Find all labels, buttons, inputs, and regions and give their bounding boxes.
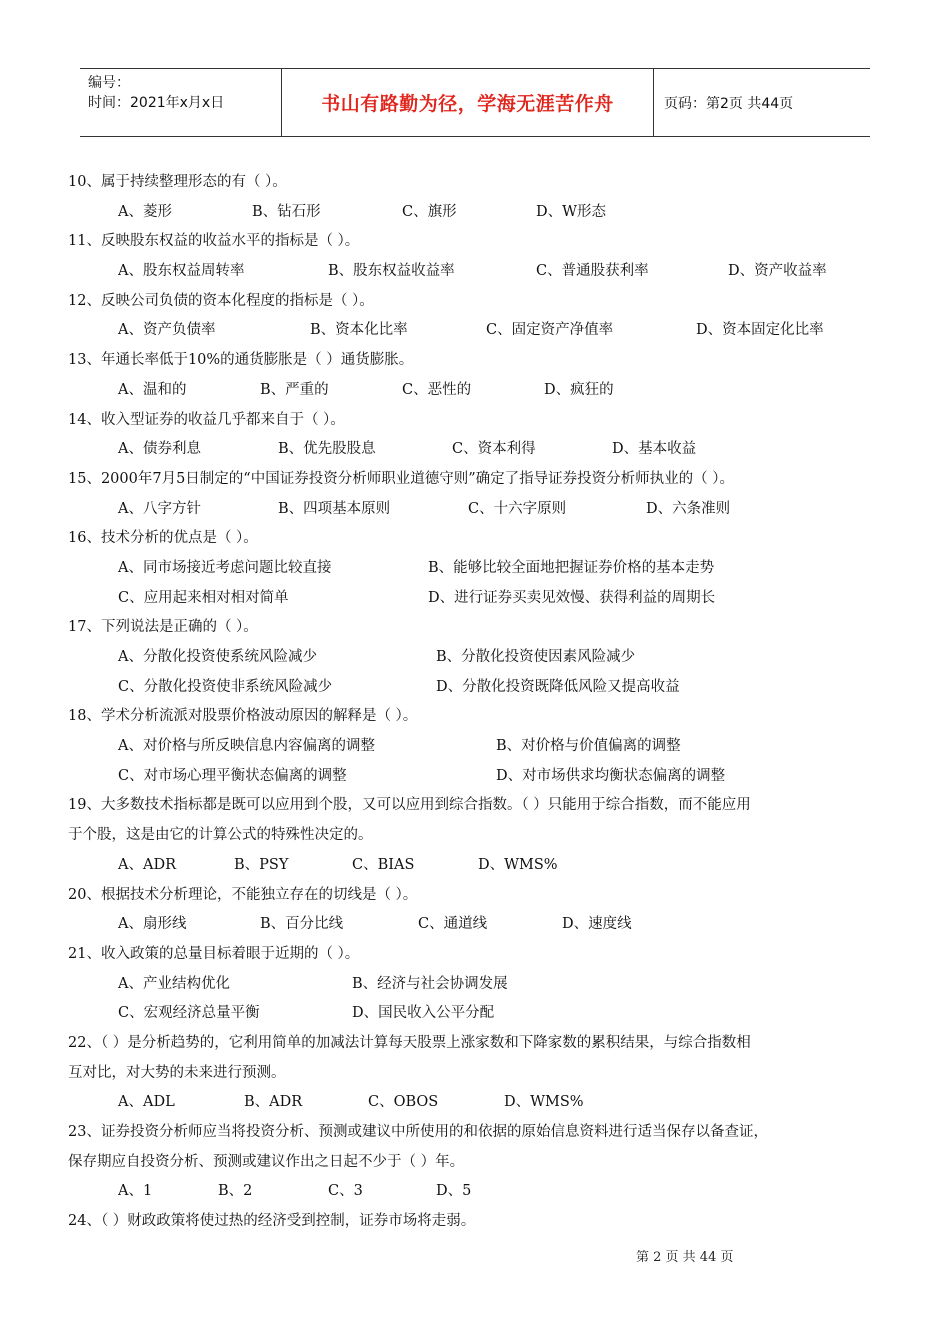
option-item: B、四项基本原则 [278,500,391,517]
question-text: 22、（ ）是分析趋势的，它利用简单的加减法计算每天股票上涨家数和下降家数的累积结果，与综合指数相 [68,1034,751,1051]
motto: 书山有路勤为径，学海无涯苦作舟 [282,69,654,136]
option-item: D、速度线 [562,916,632,933]
question-text: 12、反映公司负债的资本化程度的指标是（ ）。 [68,292,374,309]
option-row [68,198,883,228]
question-list [68,168,883,1237]
option-item: D、资产收益率 [728,263,827,280]
option-row [68,257,883,287]
option-row [68,970,883,1000]
option-item: C、十六字原则 [468,500,567,517]
option-row [68,643,883,673]
option-row [68,495,883,525]
option-item: C、固定资产净值率 [486,322,614,339]
option-row [68,1088,883,1118]
option-item: B、经济与社会协调发展 [352,975,508,992]
page-code: 页码：第2页 共44页 [664,95,794,112]
option-item: C、资本利得 [452,441,536,458]
option-item: D、资本固定化比率 [696,322,824,339]
number-label: 编号： [88,75,130,91]
option-item: C、恶性的 [402,381,472,398]
question-text: 23、证券投资分析师应当将投资分析、预测或建议中所使用的和依据的原始信息资料进行适当保存以备查证， [68,1124,768,1140]
option-item: A、ADL [118,1094,175,1111]
option-item: D、国民收入公平分配 [352,1005,495,1022]
question-text: 于个股，这是由它的计算公式的特殊性决定的。 [68,827,373,844]
option-item: B、资本化比率 [310,322,408,339]
question-text: 21、收入政策的总量目标着眼于近期的（ ）。 [68,945,360,962]
header-meta [80,69,282,136]
option-item: D、分散化投资既降低风险又提高收益 [436,678,680,695]
option-row [68,999,883,1029]
option-item: C、通道线 [418,916,488,933]
option-item: C、对市场心理平衡状态偏离的调整 [118,767,347,784]
option-item: C、OBOS [368,1094,439,1111]
question-text: 17、下列说法是正确的（ ）。 [68,619,258,636]
option-row [68,554,883,584]
option-item: A、同市场接近考虑问题比较直接 [118,559,332,576]
option-item: A、扇形线 [118,916,187,933]
option-row [68,376,883,406]
question-text: 13、年通长率低于10%的通货膨胀是（ ）通货膨胀。 [68,352,414,369]
option-item: D、5 [436,1183,472,1200]
option-item: C、3 [328,1183,363,1200]
option-item: D、疯狂的 [544,381,614,398]
option-item: C、BIAS [352,856,415,873]
option-item: A、ADR [118,856,176,873]
question-text: 24、（ ）财政政策将使过热的经济受到控制，证券市场将走弱。 [68,1213,476,1230]
question-text: 14、收入型证券的收益几乎都来自于（ ）。 [68,411,345,428]
option-item: C、宏观经济总量平衡 [118,1005,260,1022]
question-text: 保存期应自投资分析、预测或建议作出之日起不少于（ ）年。 [68,1153,465,1170]
option-row [68,435,883,465]
option-item: C、旗形 [402,203,457,220]
option-item: B、PSY [234,856,289,873]
option-item: D、对市场供求均衡状态偏离的调整 [496,767,726,784]
option-item: A、资产负债率 [118,322,216,339]
question-text: 16、技术分析的优点是（ ）。 [68,530,258,547]
question-text: 15、2000年7月5日制定的“中国证券投资分析师职业道德守则”确定了指导证券投资分析师执业的（ ）。 [68,470,734,487]
option-row [68,732,883,762]
option-row [68,584,883,614]
question-text: 18、学术分析流派对股票价格波动原因的解释是（ ）。 [68,708,418,725]
option-item: A、菱形 [118,203,172,220]
option-item: C、普通股获利率 [536,263,649,280]
question-text: 11、反映股东权益的收益水平的指标是（ ）。 [68,233,360,250]
question-text: 20、根据技术分析理论，不能独立存在的切线是（ ）。 [68,886,418,903]
option-item: B、能够比较全面地把握证券价格的基本走势 [428,559,715,576]
option-row [68,762,883,792]
option-item: D、W形态 [536,203,607,220]
option-item: B、对价格与价值偏离的调整 [496,738,681,755]
option-item: B、分散化投资使因素风险减少 [436,649,636,665]
option-row [68,851,883,881]
option-item: A、对价格与所反映信息内容偏离的调整 [118,738,375,755]
option-item: D、WMS% [478,856,558,873]
page-footer: 第 2 页 共 44 页 [636,1250,734,1265]
option-row [68,673,883,703]
option-item: B、股东权益收益率 [328,263,455,280]
option-item: A、债券利息 [118,441,201,458]
option-item: A、1 [118,1183,153,1200]
question-text: 互对比，对大势的未来进行预测。 [68,1064,286,1081]
option-item: C、分散化投资使非系统风险减少 [118,678,333,695]
option-item: A、温和的 [118,381,187,398]
option-item: B、2 [218,1183,253,1200]
option-row [68,910,883,940]
option-item: B、优先股股息 [278,441,376,458]
option-item: B、严重的 [260,381,329,398]
option-item: A、分散化投资使系统风险减少 [118,649,317,665]
option-item: C、应用起来相对相对简单 [118,589,289,606]
page-header [80,68,870,137]
option-row [68,316,883,346]
option-row [68,1177,883,1207]
option-item: B、钻石形 [252,203,321,220]
option-item: A、产业结构优化 [118,975,230,992]
question-text: 19、大多数技术指标都是既可以应用到个股，又可以应用到综合指数。（ ）只能用于综合指数，而不能应用 [68,797,751,814]
option-item: A、八字方针 [118,500,201,517]
option-item: D、六条准则 [646,500,731,517]
question-text: 10、属于持续整理形态的有（ ）。 [68,174,287,190]
option-item: A、股东权益周转率 [118,263,245,280]
option-item: D、基本收益 [612,441,697,458]
date-label: 时间：2021年x月x日 [88,95,225,111]
option-item: D、WMS% [504,1094,584,1111]
option-item: B、百分比线 [260,916,344,933]
option-item: B、ADR [244,1094,303,1111]
option-item: D、进行证券买卖见效慢、获得利益的周期长 [428,589,716,606]
